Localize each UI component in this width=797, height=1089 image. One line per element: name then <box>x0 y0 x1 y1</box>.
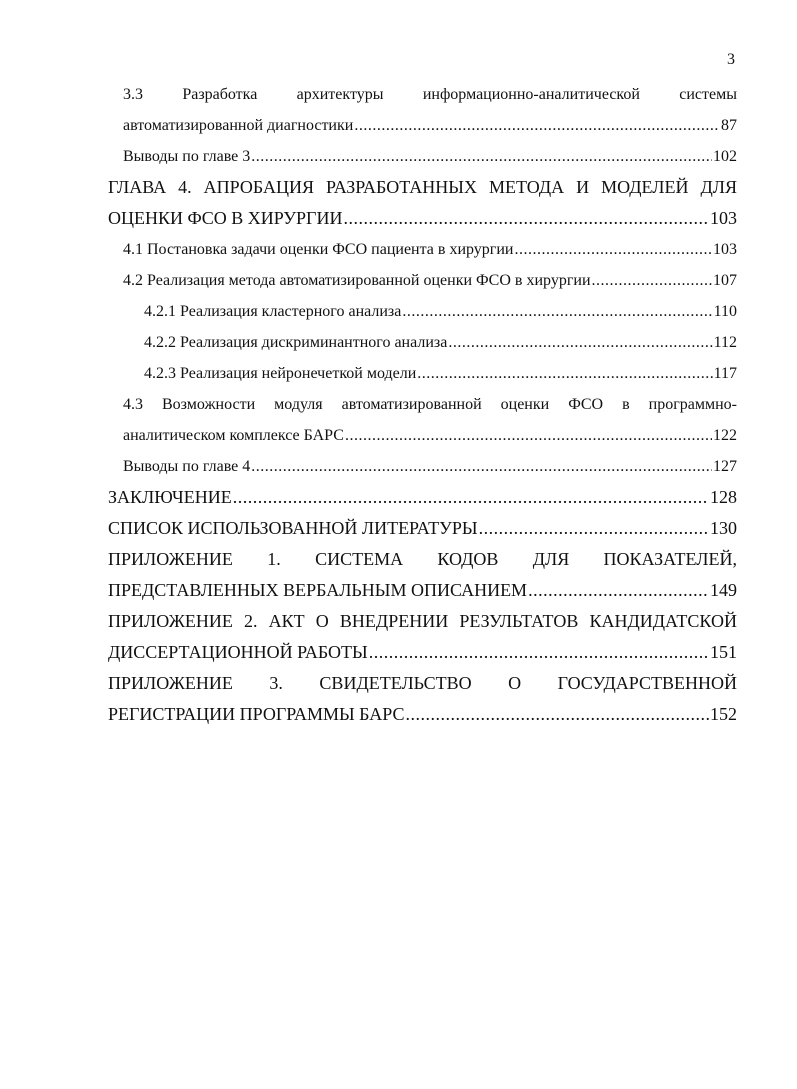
toc-leader-dots <box>515 234 713 265</box>
toc-entry-text: 4.2.2 Реализация дискриминантного анализа <box>144 334 448 351</box>
toc-entry-text: ПРИЛОЖЕНИЕ 3. СВИДЕТЕЛЬСТВО О ГОСУДАРСТВЕННОЙ <box>108 673 737 693</box>
toc-page-number: 117 <box>713 365 737 382</box>
toc-entry-text: 4.3 Возможности модуля автоматизированной оценки ФСО в программно- <box>123 396 737 413</box>
toc-page-number: 151 <box>710 642 737 662</box>
toc-entry-text: автоматизированной диагностики <box>123 117 354 134</box>
toc-entry-conclusion[interactable] <box>108 482 737 513</box>
toc-entry-4-2-3[interactable] <box>144 358 737 389</box>
toc-leader-dots <box>354 110 720 141</box>
toc-entry-text: 4.2.3 Реализация нейронечеткой модели <box>144 365 417 382</box>
toc-entry-text: ПРЕДСТАВЛЕННЫХ ВЕРБАЛЬНЫМ ОПИСАНИЕМ <box>108 580 528 600</box>
toc-leader-dots <box>417 358 712 389</box>
toc-entry-conclusions-3[interactable] <box>123 141 737 172</box>
toc-entry-appendix-2-line-2[interactable] <box>108 637 737 668</box>
toc-leader-dots <box>592 265 713 296</box>
toc-entry-text: ОЦЕНКИ ФСО В ХИРУРГИИ <box>108 208 343 228</box>
toc-entry-text: 4.2 Реализация метода автоматизированной оценки ФСО в хирургии <box>123 272 591 289</box>
toc-entry-4-2-2[interactable] <box>144 327 737 358</box>
toc-entry-3-3-line-2[interactable] <box>123 110 737 141</box>
toc-entry-text: Выводы по главе 4 <box>123 458 251 475</box>
toc-leader-dots <box>406 699 710 730</box>
toc-leader-dots <box>402 296 712 327</box>
toc-entry-references[interactable] <box>108 513 737 544</box>
toc-entry-text: Выводы по главе 3 <box>123 148 251 165</box>
toc-leader-dots <box>479 513 709 544</box>
toc-leader-dots <box>233 482 709 513</box>
toc-entry-text: 3.3 Разработка архитектуры информационно-аналитической системы <box>123 86 737 103</box>
toc-entry-text: 4.1 Постановка задачи оценки ФСО пациента в хирургии <box>123 241 514 258</box>
toc-entry-4-2-1[interactable] <box>144 296 737 327</box>
toc-entry-appendix-2-line-1 <box>108 606 737 637</box>
toc-page-number: 87 <box>721 117 737 134</box>
toc-entry-appendix-1-line-2[interactable] <box>108 575 737 606</box>
toc-entry-4-3-line-1 <box>123 389 737 420</box>
toc-page-number: 149 <box>710 580 737 600</box>
toc-page-number: 112 <box>713 334 737 351</box>
toc-leader-dots <box>343 203 709 234</box>
toc-entry-4-1[interactable] <box>123 234 737 265</box>
toc-page-number: 122 <box>713 427 737 444</box>
toc-entry-3-3-line-1 <box>123 79 737 110</box>
toc-entry-text: РЕГИСТРАЦИИ ПРОГРАММЫ БАРС <box>108 704 405 724</box>
toc-page-number: 152 <box>710 704 737 724</box>
toc-entry-text: ЗАКЛЮЧЕНИЕ <box>108 487 232 507</box>
toc-page-number: 103 <box>710 208 737 228</box>
toc-leader-dots <box>528 575 709 606</box>
toc-entry-text: 4.2.1 Реализация кластерного анализа <box>144 303 402 320</box>
toc-entry-text: ПРИЛОЖЕНИЕ 1. СИСТЕМА КОДОВ ДЛЯ ПОКАЗАТЕЛЕЙ, <box>108 549 737 569</box>
toc-page-number: 128 <box>710 487 737 507</box>
toc-entry-appendix-3-line-1 <box>108 668 737 699</box>
toc-page-number: 102 <box>713 148 737 165</box>
toc-page-number: 110 <box>713 303 737 320</box>
toc-entry-appendix-3-line-2[interactable] <box>108 699 737 730</box>
toc-entry-text: ГЛАВА 4. АПРОБАЦИЯ РАЗРАБОТАННЫХ МЕТОДА И МОДЕЛЕЙ ДЛЯ <box>108 177 737 197</box>
toc-page-number: 130 <box>710 518 737 538</box>
toc-entry-chapter-4-line-1 <box>108 172 737 203</box>
page-number: 3 <box>727 51 735 68</box>
toc-entry-4-2[interactable] <box>123 265 737 296</box>
toc-entry-text: ДИССЕРТАЦИОННОЙ РАБОТЫ <box>108 642 368 662</box>
toc-entry-4-3-line-2[interactable] <box>123 420 737 451</box>
toc-leader-dots <box>251 141 712 172</box>
toc-entry-chapter-4-line-2[interactable] <box>108 203 737 234</box>
toc-entry-text: СПИСОК ИСПОЛЬЗОВАННОЙ ЛИТЕРАТУРЫ <box>108 518 478 538</box>
toc-entry-conclusions-4[interactable] <box>123 451 737 482</box>
toc-leader-dots <box>448 327 712 358</box>
toc-leader-dots <box>369 637 709 668</box>
toc-page-number: 127 <box>713 458 737 475</box>
toc-entry-text: аналитическом комплексе БАРС <box>123 427 344 444</box>
toc-entry-text: ПРИЛОЖЕНИЕ 2. АКТ О ВНЕДРЕНИИ РЕЗУЛЬТАТОВ КАНДИДАТСКОЙ <box>108 611 737 631</box>
toc-page-number: 107 <box>713 272 737 289</box>
toc-leader-dots <box>251 451 712 482</box>
toc-leader-dots <box>345 420 712 451</box>
toc-page-number: 103 <box>713 241 737 258</box>
toc-entry-appendix-1-line-1 <box>108 544 737 575</box>
